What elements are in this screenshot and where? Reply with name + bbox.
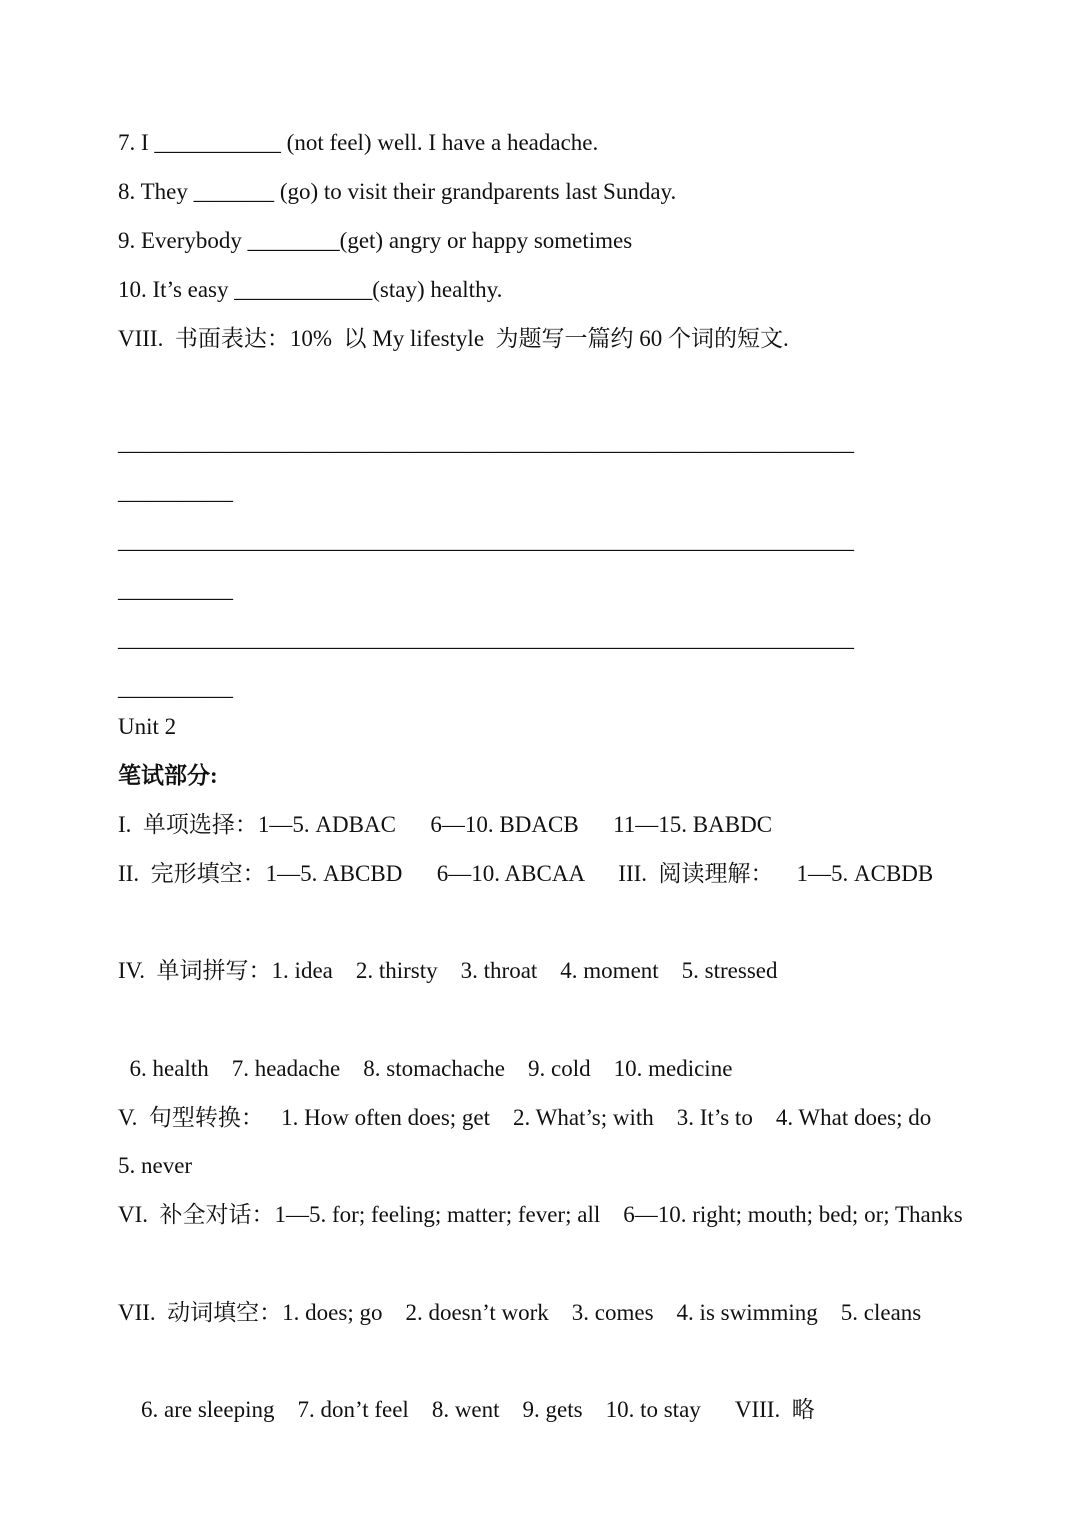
writing-blank-line-short: __________ <box>118 479 233 504</box>
answer-line-dialogue: VI. 补全对话：1—5. for; feeling; matter; fever; all 6—10. right; mouth; bed; or; Thanks <box>118 1202 963 1227</box>
writing-blank-line: ________________________________________________________________ <box>118 626 854 651</box>
answer-line-verb-fill: VII. 动词填空：1. does; go 2. doesn’t work 3. comes 4. is swimming 5. cleans <box>118 1300 922 1325</box>
exercise-line-10: 10. It’s easy ____________(stay) healthy. <box>118 277 503 302</box>
answer-line-sentence-transform: V. 句型转换： 1. How often does; get 2. What’s; with 3. It’s to 4. What does; do <box>118 1105 932 1130</box>
writing-blank-line-short: __________ <box>118 577 233 602</box>
writing-blank-line: ________________________________________________________________ <box>118 528 854 553</box>
answer-line-spelling-continued: 6. health 7. headache 8. stomachache 9. cold 10. medicine <box>118 1056 733 1081</box>
writing-task-heading: VIII. 书面表达：10% 以 My lifestyle 为题写一篇约 60 个词的短文. <box>118 326 789 351</box>
answer-line-spelling: IV. 单词拼写：1. idea 2. thirsty 3. throat 4. moment 5. stressed <box>118 958 778 983</box>
unit-heading: Unit 2 <box>118 714 177 739</box>
section-heading: 笔试部分: <box>118 763 218 788</box>
exercise-line-7: 7. I ___________ (not feel) well. I have a headache. <box>118 130 599 155</box>
writing-blank-line: ________________________________________________________________ <box>118 430 854 455</box>
answer-line-single-choice: I. 单项选择：1—5. ADBAC 6—10. BDACB 11—15. BABDC <box>118 812 773 837</box>
exercise-line-8: 8. They _______ (go) to visit their grandparents last Sunday. <box>118 179 677 204</box>
answer-line-verb-fill-continued: 6. are sleeping 7. don’t feel 8. went 9. gets 10. to stay VIII. 略 <box>118 1397 815 1422</box>
writing-blank-line-short: __________ <box>118 675 233 700</box>
exercise-line-9: 9. Everybody ________(get) angry or happy sometimes <box>118 228 633 253</box>
answer-line-cloze-reading: II. 完形填空：1—5. ABCBD 6—10. ABCAA III. 阅读理解： 1—5. ACBDB <box>118 861 934 886</box>
answer-line-sentence-transform-continued: 5. never <box>118 1153 193 1178</box>
